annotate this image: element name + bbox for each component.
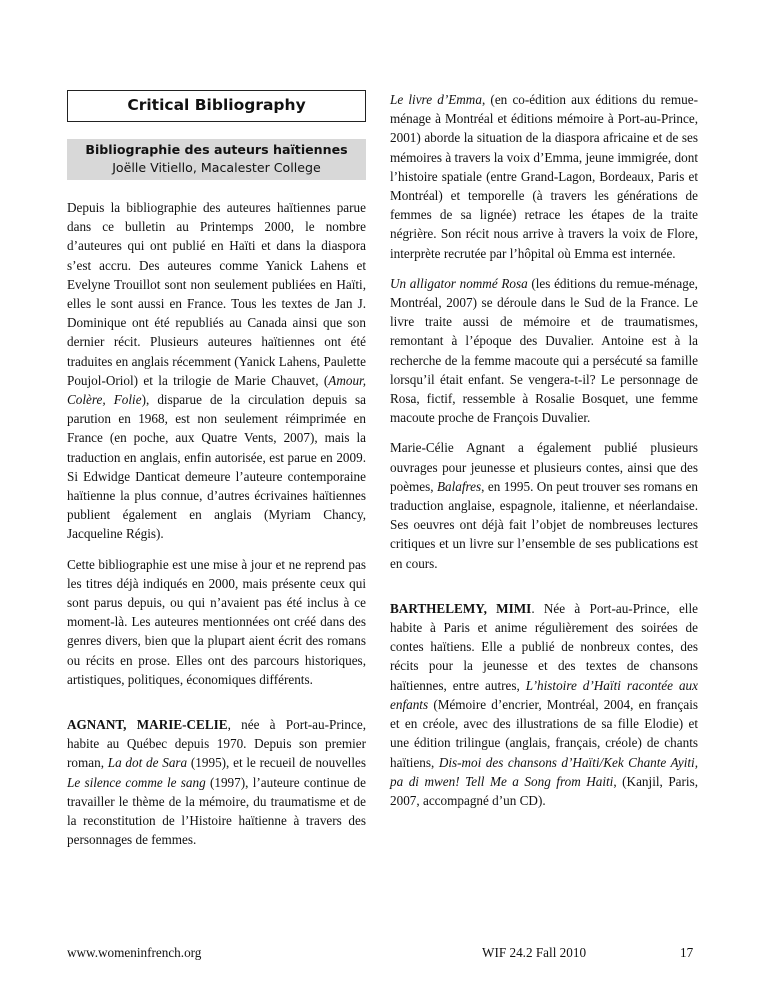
section-title-box (67, 90, 366, 122)
entry-barthelemy: BARTHELEMY, MIMI. Née à Port-au-Prince, elle habite à Paris et anime régulièrement des soirées de contes haïtiens. Elle a publié de nonbreux contes, des récits pour la jeunesse et des textes de chansons haïtiennes, entre autres, L’histoire d’Haïti racontée aux enfants (Mémoire d’encrier, Montréal, 2004, en français et en créole, avec des illustrations de sa fille Elodie) et une édition trilingue (anglais, français, créole) de chants haïtiens, Dis-moi des chansons d’Haïti/Kek Chante Ayiti, pa di mwen! Tell Me a Song from Haiti, (Kanjil, Paris, 2007, accompagné d’un CD). (390, 600, 699, 808)
footer-page-number: 17 (680, 945, 694, 960)
article-header (67, 139, 366, 180)
intro-paragraph: Depuis la bibliographie des auteures haïtiennes parue dans ce bulletin au Printemps 2000, le nombre d’auteures qui ont publié en Haïti et dans la diaspora s’est accru. Des auteures comme Yanick Lahens et Evelyne Trouillot sont non seulement publiées en Haïti, elles le sont aussi en France. Tous les textes de Jan J. Dominique ont été republiés au Canada ainsi que son dernier récit. Plusieurs auteures haïtiennes ont été traduites en anglais récemment (Yanick Lahens, Paulette Poujol-Oriol) et la trilogie de Marie Chauvet, (Amour, Colère, Folie), disparue de la circulation depuis sa parution en 1968, est non seulement réimprimée en France (en poche, aux Quatre Vents, 2007), mais la traduction en anglais, enfin autorisée, est parue en 2009. Si Edwidge Danticat demeure l’auteure contemporaine haïtienne la plus connue, d’autres écrivaines haïtiennes publient également en anglais (Myriam Chancy, Jacqueline Régis). (67, 200, 366, 542)
agnant-summary-paragraph: Marie-Célie Agnant a également publié plusieurs ouvrages pour jeunesse et plusieurs contes, ainsi que des poèmes, Balafres, en 1995. On peut trouver ses romans en traduction anglaise, espagnole, italienne, et néerlandaise. Ses oeuvres ont déjà fait l’objet de nombreuses lectures critiques et un livre sur l’ensemble de ses publications est en cours. (390, 440, 698, 571)
scope-paragraph: Cette bibliographie est une mise à jour et ne reprend pas les titres déjà indiqués en 2000, mais présente ceux qui sont parus depuis, ou qui n’avaient pas été inclus à ce moment-là. Les auteures mentionnées ont créé dans des genres divers, bien que la plupart aient écrit des romans ou récits en prose. Elles ont des parcours historiques, artistiques, politiques, économiques différents. (67, 556, 366, 687)
rosa-paragraph: Un alligator nommé Rosa (les éditions du remue-ménage, Montréal, 2007) se déroule dans le Sud de la France. Le livre traite aussi de mémoire et de traumatismes, remontant à l’époque des Duvalier. Antoine est à la recherche de la femme macoute qui a persécuté sa famille lorsqu’il était enfant. Se vengera-t-il? Le personnage de Rosa, fictif, ressemble à Rosalie Bosquet, une femme macoute proche de François Duvalier. (390, 275, 698, 426)
article-author: Joëlle Vitiello, Macalester College (112, 160, 321, 175)
page-title: Critical Bibliography (127, 96, 306, 115)
left-column (67, 90, 366, 861)
entry-author-name: AGNANT, MARIE-CELIE (67, 717, 228, 733)
footer-website: www.womeninfrench.org (67, 945, 202, 960)
footer-issue: WIF 24.2 Fall 2010 (482, 945, 587, 960)
right-column (390, 90, 698, 821)
emma-paragraph: Le livre d’Emma, (en co-édition aux éditions du remue-ménage à Montréal et éditions mémoire à Port-au-Prince, 2001) aborde la situation de la diaspora africaine et de ses mémoires à travers la voix d’Emma, jeune immigrée, dont l’histoire spatiale (entre Grand-Lagon, Bordeaux, Paris et Montréal) et temporelle (à travers les générations de femmes de sa lignée) retrace les étapes de la traite négrière. Son récit nous arrive à travers la voix de Flore, interprète recrutée par l’hôpital où Emma est internée. (390, 92, 699, 261)
entry-agnant: AGNANT, MARIE-CELIE, née à Port-au-Prince, habite au Québec depuis 1970. Depuis son premier roman, La dot de Sara (1995), et le recueil de nouvelles Le silence comme le sang (1997), l’auteure continue de travailler le thème de la mémoire, du traumatisme et de la reconstitution de l’Histoire haïtienne à travers des personnages de femmes. (67, 717, 366, 848)
entry-author-name: BARTHELEMY, MIMI (390, 600, 532, 616)
article-heading: Bibliographie des auteurs haïtiennes (85, 142, 348, 157)
